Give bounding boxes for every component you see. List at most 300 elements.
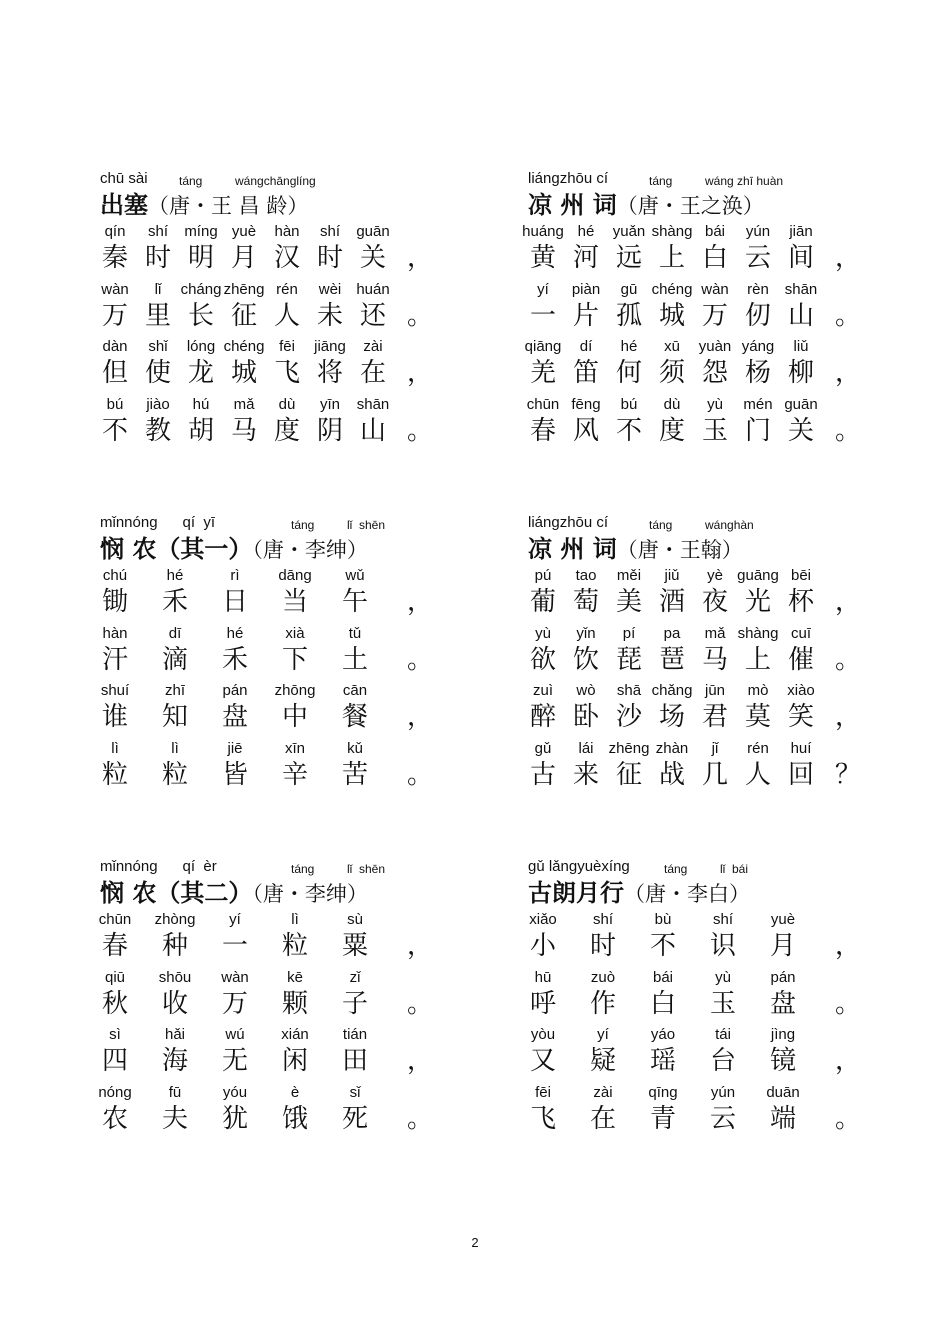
poem-title-row (528, 190, 858, 224)
hanzi-character: 城 (658, 300, 685, 331)
hanzi-character: 辛 (281, 759, 308, 790)
pinyin: zhēng (223, 280, 265, 298)
pinyin: lóng (186, 338, 216, 355)
poem-title: 悯 农（其二） (100, 879, 253, 907)
hanzi-character: 春 (529, 415, 556, 446)
punctuation: ， (834, 358, 861, 388)
hanzi-character: 柳 (787, 358, 814, 388)
hanzi-character: 场 (658, 702, 685, 732)
pinyin: zhōng (274, 682, 316, 699)
hanzi-character: 子 (341, 988, 368, 1019)
pinyin: shān (784, 280, 818, 298)
hanzi-character: 月 (769, 931, 796, 961)
pinyin: jǐ (711, 739, 719, 757)
hanzi-character: 云 (709, 1103, 736, 1134)
hanzi-character: 沙 (615, 702, 642, 732)
pinyin: fū (168, 1083, 182, 1101)
pinyin: jiē (227, 739, 243, 757)
hanzi-character: 秋 (101, 988, 128, 1019)
hanzi-character: 皆 (221, 759, 248, 790)
hanzi-character: 战 (658, 759, 685, 790)
pinyin: shōu (158, 968, 192, 986)
punctuation: ， (406, 1046, 433, 1076)
hanzi-character: 阴 (316, 415, 343, 446)
pinyin: jiào (146, 395, 170, 413)
hanzi-character: 间 (787, 243, 814, 273)
pinyin: wò (576, 682, 596, 699)
pinyin: bái (704, 223, 726, 240)
hanzi-character: 人 (273, 300, 300, 331)
pinyin: è (290, 1083, 300, 1101)
hanzi-character: 无 (221, 1046, 248, 1076)
pinyin: wàn (701, 280, 729, 298)
pinyin: jūn (704, 682, 726, 699)
pinyin: pán (222, 682, 248, 699)
hanzi-character: 玉 (701, 415, 728, 446)
pinyin: fēi (535, 1083, 551, 1101)
pinyin: rén (747, 739, 769, 757)
poem-dynasty-pinyin: táng (291, 518, 315, 532)
pinyin: guān (784, 395, 818, 413)
hanzi-row (528, 1103, 861, 1138)
hanzi-character: 夫 (161, 1103, 188, 1134)
pinyin: fēi (279, 338, 295, 355)
hanzi-character: 山 (359, 415, 386, 446)
pinyin: chéng (651, 280, 693, 298)
pinyin-row (100, 683, 430, 702)
poem-title-pinyin-row (100, 856, 430, 878)
pinyin: hàn (274, 223, 300, 240)
hanzi-row (100, 931, 433, 965)
pinyin: shǐ (148, 338, 168, 355)
pinyin-row (522, 223, 858, 243)
pinyin: hé (577, 223, 595, 240)
hanzi-row (100, 702, 433, 736)
pinyin-row (100, 397, 430, 416)
hanzi-character: 光 (744, 587, 771, 617)
hanzi-character: 粒 (101, 759, 128, 790)
pinyin: xū (664, 338, 680, 355)
hanzi-row (100, 1103, 433, 1138)
punctuation: ， (834, 702, 861, 732)
pinyin: kē (287, 968, 303, 986)
hanzi-row (100, 415, 433, 450)
pinyin: chǎng (651, 682, 693, 699)
hanzi-character: 又 (529, 1046, 556, 1076)
poem-line (100, 739, 433, 799)
pinyin-row (524, 338, 858, 358)
hanzi-character: 粟 (341, 931, 368, 961)
hanzi-character: 度 (273, 415, 300, 446)
hanzi-character: 镜 (769, 1046, 796, 1076)
punctuation: ， (406, 931, 433, 961)
poem-line (100, 395, 433, 455)
punctuation: 。 (834, 300, 861, 331)
pinyin: zài (593, 1083, 613, 1101)
hanzi-row (100, 358, 433, 392)
hanzi-row (528, 415, 861, 450)
pinyin: zuì (532, 682, 553, 699)
hanzi-character: 杯 (787, 587, 814, 617)
pinyin: piàn (571, 280, 601, 298)
hanzi-character: 上 (744, 644, 771, 675)
poem-dynasty-pinyin: táng (649, 174, 673, 188)
poem-title-pinyin: mǐnnóng qí èr (100, 858, 217, 875)
poem-author: （唐・李绅） (252, 882, 368, 906)
poem-title: 出塞 (100, 191, 148, 219)
poem-line (100, 682, 433, 741)
punctuation: 。 (834, 1103, 861, 1134)
hanzi-character: 君 (701, 702, 728, 732)
pinyin-row (100, 912, 430, 931)
pinyin: shàng (737, 624, 779, 642)
hanzi-character: 夜 (701, 587, 728, 617)
punctuation: 。 (406, 988, 433, 1019)
pinyin: kǔ (347, 739, 363, 757)
hanzi-row (528, 1046, 861, 1080)
pinyin-row (100, 1027, 430, 1046)
pinyin: lǐ (154, 280, 162, 298)
hanzi-row (528, 931, 861, 965)
hanzi-character: 田 (341, 1046, 368, 1076)
poem-block (98, 856, 433, 1142)
poem-dynasty-pinyin: táng (291, 862, 315, 876)
punctuation: ， (834, 1046, 861, 1076)
hanzi-character: 时 (144, 243, 171, 273)
pinyin: dù (278, 395, 296, 413)
hanzi-character: 谁 (101, 702, 128, 732)
pinyin: rén (276, 280, 298, 298)
poem-line (528, 968, 861, 1028)
hanzi-character: 犹 (221, 1103, 248, 1134)
punctuation: 。 (406, 644, 433, 675)
hanzi-character: 禾 (161, 587, 188, 617)
pinyin: zhī (164, 682, 185, 699)
poem-line (528, 280, 861, 340)
hanzi-character: 土 (341, 644, 368, 675)
pinyin: fēng (571, 395, 601, 413)
pinyin: zhòng (154, 911, 196, 928)
poem-line (100, 624, 433, 684)
pinyin: nóng (98, 1083, 132, 1101)
pinyin: sǐ (349, 1083, 361, 1101)
pinyin: chūn (526, 395, 560, 413)
pinyin: jìng (770, 1026, 796, 1043)
hanzi-character: 胡 (187, 415, 214, 446)
poem-author-pinyin: lǐ shēn (347, 518, 386, 532)
hanzi-character: 征 (230, 300, 257, 331)
pinyin: pú (534, 567, 552, 584)
hanzi-character: 萄 (572, 587, 599, 617)
hanzi-character: 还 (359, 300, 386, 331)
pinyin: bù (654, 911, 672, 928)
poem-block (100, 168, 433, 454)
hanzi-character: 疑 (589, 1046, 616, 1076)
pinyin: huán (356, 280, 390, 298)
pinyin: mò (747, 682, 769, 699)
pinyin: yù (715, 968, 731, 986)
poem-author-pinyin: lǐ bái (720, 862, 749, 876)
poem-line (98, 1083, 433, 1143)
pinyin: rèn (747, 280, 769, 298)
poem-title-row (100, 534, 430, 568)
punctuation: ， (406, 702, 433, 732)
pinyin: wàn (221, 968, 249, 986)
hanzi-character: 台 (709, 1046, 736, 1076)
pinyin: guān (356, 223, 390, 240)
pinyin: gū (620, 280, 638, 298)
hanzi-character: 使 (144, 358, 171, 388)
hanzi-row (100, 300, 433, 335)
pinyin: dàn (102, 338, 128, 355)
poem-title-row (100, 878, 430, 912)
pinyin: yuè (231, 223, 257, 240)
punctuation: ， (406, 587, 433, 617)
poem-line (524, 338, 861, 397)
hanzi-character: 时 (589, 931, 616, 961)
hanzi-character: 在 (589, 1103, 616, 1134)
hanzi-character: 笛 (572, 358, 599, 388)
hanzi-character: 征 (615, 759, 642, 790)
hanzi-character: 风 (572, 415, 599, 446)
pinyin: wú (225, 1026, 245, 1043)
hanzi-row (528, 759, 861, 794)
pinyin: yù (535, 624, 551, 642)
pinyin-row (100, 1085, 430, 1104)
hanzi-character: 下 (281, 644, 308, 675)
pinyin-row (528, 1027, 858, 1046)
pinyin-row (100, 970, 430, 989)
punctuation: 。 (834, 988, 861, 1019)
pinyin: xīn (284, 739, 305, 757)
pinyin: huí (790, 739, 812, 757)
poem-line (528, 1083, 861, 1143)
poem-author: （唐・王之涣） (616, 194, 764, 218)
pinyin: yù (707, 395, 723, 413)
pinyin: hé (166, 567, 184, 584)
poem-title-row (528, 878, 858, 912)
poem-line (528, 1026, 861, 1085)
hanzi-character: 关 (359, 243, 386, 273)
hanzi-character: 度 (658, 415, 685, 446)
hanzi-character: 琵 (615, 644, 642, 675)
pinyin: bēi (790, 567, 812, 584)
hanzi-character: 马 (701, 644, 728, 675)
hanzi-row (528, 243, 861, 277)
hanzi-character: 月 (230, 243, 257, 273)
hanzi-character: 卧 (572, 702, 599, 732)
pinyin: zǐ (349, 968, 361, 986)
poem-title-pinyin: liángzhōu cí (528, 170, 609, 187)
hanzi-character: 作 (589, 988, 616, 1019)
pinyin: chú (102, 567, 128, 584)
pinyin: yún (745, 223, 771, 240)
punctuation: ， (834, 243, 861, 273)
pinyin: xiǎo (529, 911, 557, 928)
poem-author-pinyin: wánghàn (705, 518, 754, 532)
pinyin: pí (622, 624, 636, 642)
pinyin: shān (356, 395, 390, 413)
pinyin-row (100, 339, 430, 358)
hanzi-character: 人 (744, 759, 771, 790)
hanzi-character: 美 (615, 587, 642, 617)
hanzi-character: 万 (221, 988, 248, 1019)
poem-title: 悯 农（其一） (100, 535, 253, 563)
pinyin: xià (285, 624, 305, 642)
punctuation: 。 (406, 300, 433, 331)
hanzi-character: 何 (615, 358, 642, 388)
poem-title: 古朗月行 (528, 879, 624, 907)
punctuation: 。 (406, 415, 433, 446)
hanzi-character: 来 (572, 759, 599, 790)
punctuation: ， (406, 358, 433, 388)
poem-block (528, 856, 861, 1142)
pinyin: yí (537, 280, 549, 298)
pinyin: xiào (787, 682, 815, 699)
pinyin: gǔ (534, 739, 552, 757)
pinyin: sì (109, 1026, 121, 1043)
hanzi-character: 颗 (281, 988, 308, 1019)
hanzi-character: 万 (101, 300, 128, 331)
hanzi-character: 关 (787, 415, 814, 446)
pinyin: wàn (101, 280, 129, 298)
poem-block (528, 512, 861, 798)
pinyin: dù (663, 395, 681, 413)
pinyin: zhēng (608, 739, 650, 757)
hanzi-character: 中 (281, 702, 308, 732)
hanzi-row (100, 587, 433, 621)
poem-line (100, 338, 433, 397)
hanzi-character: 知 (161, 702, 188, 732)
hanzi-character: 汉 (273, 243, 300, 273)
hanzi-character: 青 (649, 1103, 676, 1134)
poem-line (100, 223, 433, 282)
poem-line (100, 567, 433, 626)
pinyin: bú (106, 395, 124, 413)
hanzi-character: 秦 (101, 243, 128, 273)
poem-title-pinyin-row (528, 168, 858, 190)
hanzi-character: 一 (529, 300, 556, 331)
pinyin: guāng (737, 567, 779, 584)
pinyin: lái (578, 739, 594, 757)
hanzi-character: 禾 (221, 644, 248, 675)
pinyin: hū (534, 968, 552, 986)
hanzi-character: 教 (144, 415, 171, 446)
punctuation: 。 (834, 415, 861, 446)
pinyin: qiāng (524, 338, 562, 355)
hanzi-character: 海 (161, 1046, 188, 1076)
hanzi-character: 苦 (341, 759, 368, 790)
hanzi-character: 将 (316, 358, 343, 388)
hanzi-character: 笑 (787, 702, 814, 732)
pinyin: yáo (650, 1026, 676, 1043)
pinyin: hé (620, 338, 638, 355)
hanzi-character: 龙 (187, 358, 214, 388)
hanzi-character: 餐 (341, 702, 368, 732)
pinyin: yún (710, 1083, 736, 1101)
pinyin: pa (663, 624, 681, 642)
pinyin: zhàn (655, 739, 689, 757)
hanzi-character: 粒 (161, 759, 188, 790)
pinyin: zuò (590, 968, 616, 986)
pinyin: měi (616, 567, 642, 584)
poem-title-pinyin: chū sài (100, 170, 148, 187)
pinyin: shí (147, 223, 168, 240)
hanzi-character: 不 (649, 931, 676, 961)
hanzi-character: 杨 (744, 358, 771, 388)
pinyin-row (100, 741, 430, 760)
pinyin: qiū (104, 968, 126, 986)
pinyin: cháng (180, 280, 222, 298)
hanzi-character: 闲 (281, 1046, 308, 1076)
pinyin-row (528, 397, 858, 416)
hanzi-character: 葡 (529, 587, 556, 617)
pinyin-row (100, 282, 430, 301)
poem-line (100, 968, 433, 1028)
pinyin: tián (342, 1026, 368, 1043)
poem-line (100, 280, 433, 340)
hanzi-character: 但 (101, 358, 128, 388)
pinyin: liǔ (793, 338, 809, 355)
pinyin: rì (230, 567, 240, 584)
hanzi-character: 锄 (101, 587, 128, 617)
hanzi-character: 古 (529, 759, 556, 790)
hanzi-character: 收 (161, 988, 188, 1019)
pinyin: míng (184, 223, 218, 240)
poem-author: （唐・李白） (624, 882, 750, 906)
hanzi-character: 远 (615, 243, 642, 273)
hanzi-row (100, 243, 433, 277)
poem-line (522, 223, 861, 282)
pinyin: tǔ (348, 624, 362, 642)
pinyin: jiāng (314, 338, 346, 355)
punctuation: ， (834, 587, 861, 617)
pinyin: shí (712, 911, 733, 928)
pinyin: yí (597, 1026, 609, 1043)
punctuation: ， (406, 243, 433, 273)
poem-line (528, 567, 861, 626)
hanzi-row (100, 759, 433, 794)
pinyin: hé (226, 624, 244, 642)
pinyin-row (528, 683, 858, 702)
pinyin: yuàn (698, 338, 732, 355)
poem-line (100, 1026, 433, 1085)
pinyin: yuǎn (612, 223, 646, 240)
poem-line (526, 395, 861, 455)
pinyin-row (528, 741, 858, 760)
hanzi-character: 长 (187, 300, 214, 331)
hanzi-character: 四 (101, 1046, 128, 1076)
pinyin: wǔ (345, 567, 365, 584)
poem-dynasty-pinyin: táng (664, 862, 688, 876)
hanzi-character: 羌 (529, 358, 556, 388)
pinyin: yīn (319, 395, 340, 413)
hanzi-character: 端 (769, 1103, 796, 1134)
hanzi-character: 呼 (529, 988, 556, 1019)
pinyin-row (528, 970, 858, 989)
pinyin: hǎi (164, 1026, 186, 1043)
poem-block (522, 168, 861, 454)
poem-title-pinyin-row (100, 512, 430, 534)
hanzi-row (528, 300, 861, 335)
hanzi-character: 片 (572, 300, 599, 331)
poem-line (528, 624, 861, 684)
hanzi-character: 不 (615, 415, 642, 446)
punctuation: ？ (834, 759, 861, 790)
poem-line (528, 682, 861, 741)
hanzi-row (528, 988, 861, 1023)
hanzi-character: 云 (744, 243, 771, 273)
